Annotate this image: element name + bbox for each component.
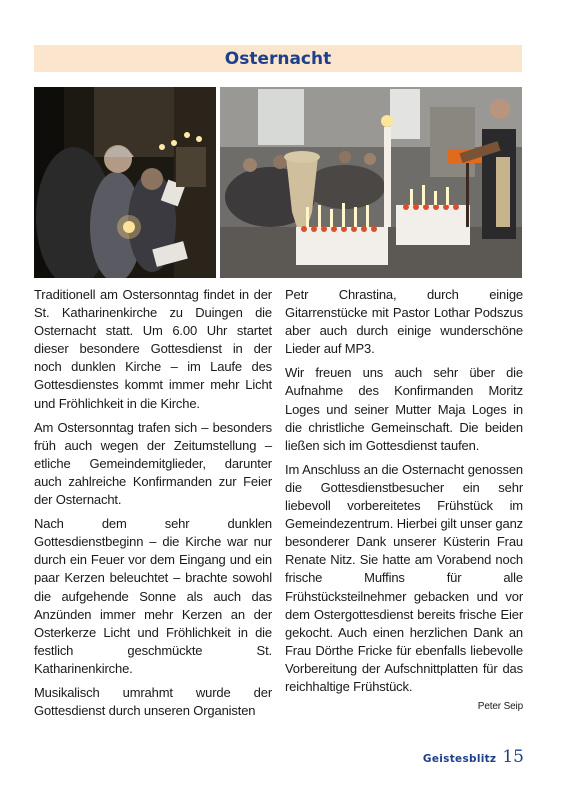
- paragraph: Nach dem sehr dunklen Gottesdienstbeginn – die Kirche war nur durch ein Feuer vor dem Eingang und ein paar Kerzen beleuchtet – brachte sowohl die aufgehende Sonne als auch das Anzünden immer mehr Kerzen an der Osterkerze Licht und Fröhlichkeit in die festlich geschmückte St. Katharinenkirche.: [34, 516, 272, 676]
- photo-left: [34, 87, 216, 278]
- article-column-1: [34, 286, 272, 726]
- footer: [423, 747, 524, 767]
- magazine-name: Geistesblitz: [422, 753, 497, 765]
- author-signature: Peter Seip: [477, 701, 523, 713]
- paragraph: Petr Chrastina, durch einige Gitarrenstücke mit Pastor Lothar Podszus aber auch durch einige wunderschöne Lieder auf MP3.: [285, 287, 523, 357]
- paragraph: Wir freuen uns auch sehr über die Aufnahme des Konfirmanden Moritz Loges und seiner Mutter Maja Loges in die christliche Gemeinschaft. Die beiden ließen sich im Gottesdienst taufen.: [285, 365, 523, 453]
- candle-congregation-image: [34, 87, 216, 278]
- page-title: Osternacht: [224, 48, 332, 69]
- paragraph: Im Anschluss an die Osternacht genossen die Gottesdienstbesucher ein sehr liebevoll vorbereitetes Frühstück im Gemeindezentrum. Hierbei gilt unser ganz besonderer Dank unserer Küsterin Frau Renate Nitz. Sie hatte am Vorabend noch frische Muffins für alle Frühstücksteilnehmer gebacken und vor dem Ostergottesdienst bereits frische Eier gekocht. Auch einen herzlichen Dank an Frau Dörthe Fricke für ebenfalls liebevolle Vorbereitung der Aufschnittplatten für das reichhaltige Frühstück.: [285, 461, 523, 694]
- paragraph: Musikalisch umrahmt wurde der Gottesdienst durch unseren Organisten: [34, 684, 272, 719]
- paragraph: Traditionell am Ostersonntag findet in der St. Katharinenkirche zu Duingen die Osternacht statt. Um 6.00 Uhr startet dieser besondere Gottesdienst in der noch dunklen Kirche – im Laufe des Gottesdienstes kommt immer mehr Licht und Fröhlichkeit in die Kirche.: [34, 287, 272, 411]
- photo-right: [220, 87, 522, 278]
- article-column-2: [285, 286, 523, 716]
- title-bar: [34, 45, 522, 72]
- easter-candle-image: [220, 87, 522, 278]
- page-number: 15: [502, 747, 524, 767]
- paragraph: Am Ostersonntag trafen sich – besonders früh auch wegen der Zeitumstellung – etliche Gemeindemitglieder, darunter auch zahlreiche Konfirmanden zur Feier der Osternacht.: [34, 419, 272, 508]
